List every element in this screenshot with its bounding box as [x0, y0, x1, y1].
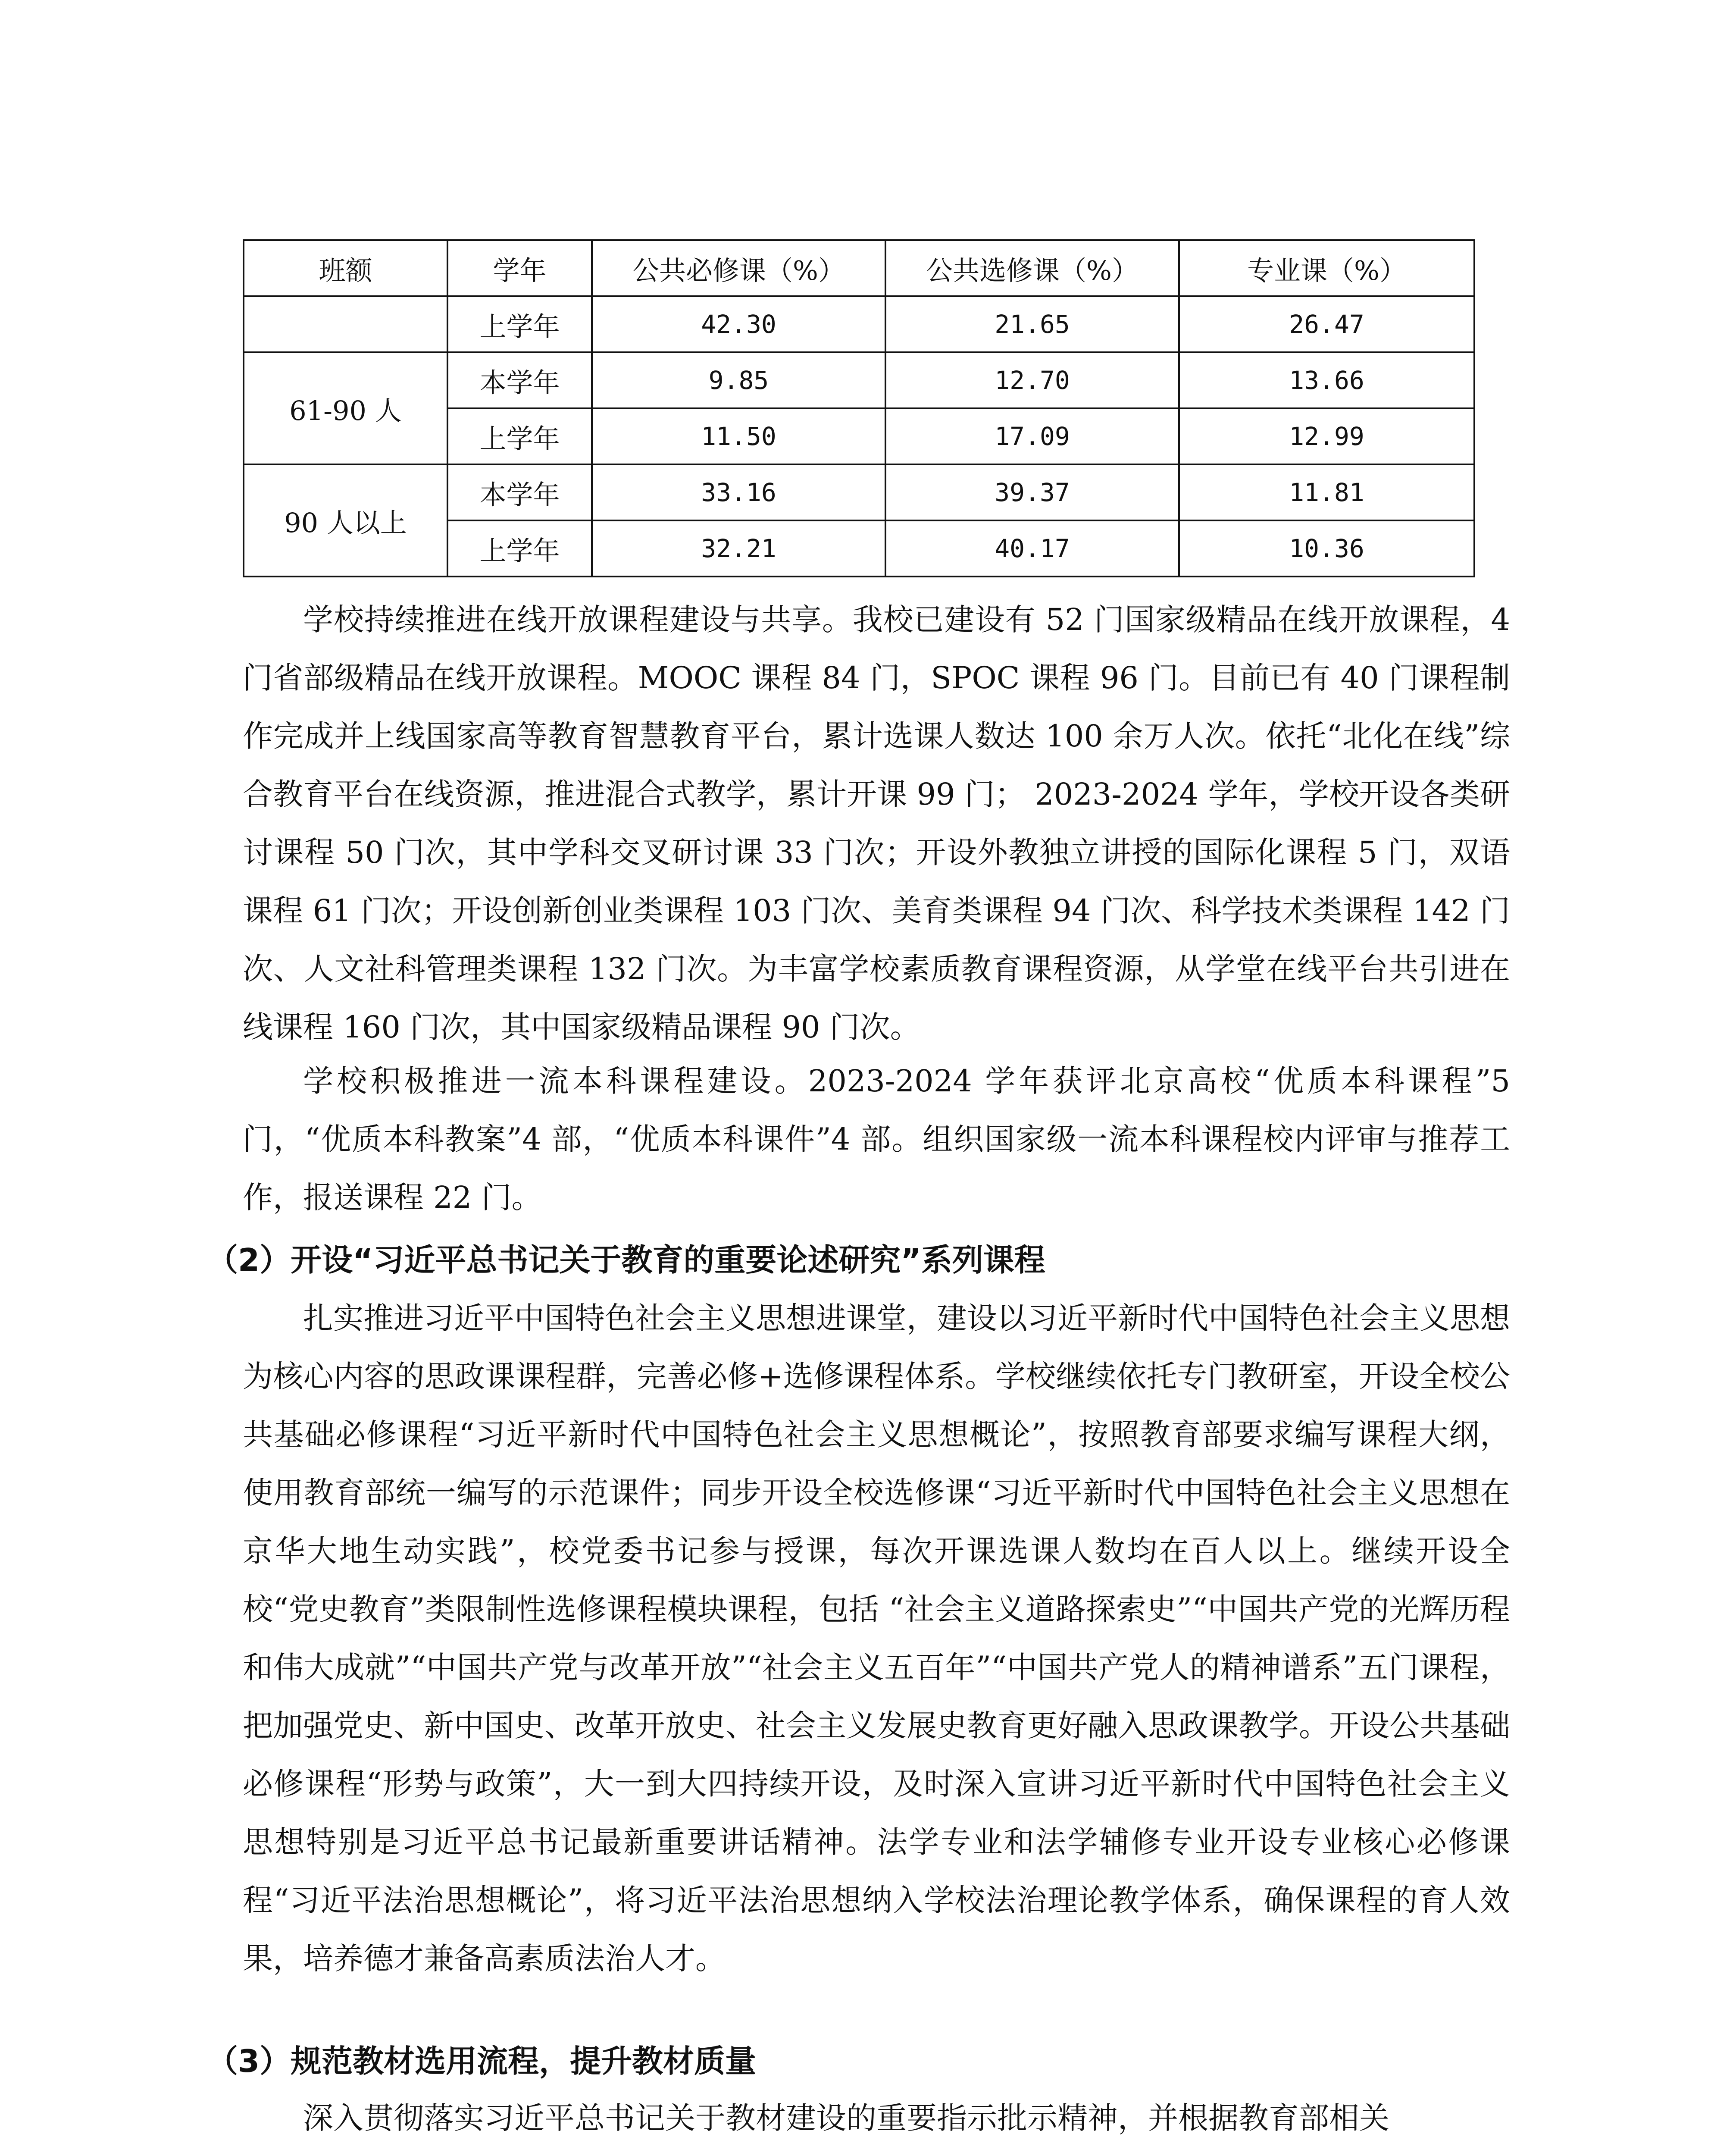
class-size-table — [243, 239, 1475, 577]
cell-required: 42.30 — [592, 296, 885, 352]
cell-group: 61-90 人 — [244, 352, 447, 464]
paragraph-ideology-courses: 扎实推进习近平中国特色社会主义思想进课堂，建设以习近平新时代中国特色社会主义思想为核心内容的思政课课程群，完善必修+选修课程体系。学校继续依托专门教研室，开设全校公共基础必修课程“习近平新时代中国特色社会主义思想概论”，按照教育部要求编写课程大纲，使用教育部统一编写的示范课件；同步开设全校选修课“习近平新时代中国特色社会主义思想在京华大地生动实践”，校党委书记参与授课，每次开课选课人数均在百人以上。继续开设全校“党史教育”类限制性选修课程模块课程，包括 “社会主义道路探索史”“中国共产党的光辉历程和伟大成就”“中国共产党与改革开放”“社会主义五百年”“中国共产党人的精神谱系”五门课程，把加强党史、新中国史、改革开放史、社会主义发展史教育更好融入思政课教学。开设公共基础必修课程“形势与政策”，大一到大四持续开设，及时深入宣讲习近平新时代中国特色社会主义思想特别是习近平总书记最新重要讲话精神。法学专业和法学辅修专业开设专业核心必修课程“习近平法治思想概论”，将习近平法治思想纳入学校法治理论教学体系，确保课程的育人效果，培养德才兼备高素质法治人才。 — [243, 1300, 1510, 1976]
cell-elective: 21.65 — [885, 296, 1179, 352]
cell-major: 13.66 — [1179, 352, 1474, 408]
paragraph-textbooks: 深入贯彻落实习近平总书记关于教材建设的重要指示批示精神，并根据教育部相关 — [303, 2100, 1389, 2136]
header-public-required: 公共必修课（%） — [592, 240, 885, 296]
header-public-elective: 公共选修课（%） — [885, 240, 1179, 296]
cell-year: 本学年 — [447, 352, 592, 408]
section-heading-3: （3）规范教材选用流程，提升教材质量 — [207, 2043, 757, 2079]
paragraph-online-courses: 学校持续推进在线开放课程建设与共享。我校已建设有 52 门国家级精品在线开放课程，4 门省部级精品在线开放课程。MOOC 课程 84 门，SPOC 课程 96 门。目前已有 40 门课程制作完成并上线国家高等教育智慧教育平台，累计选课人数达 100 余万人次。依托“北化在线”综合教育平台在线资源，推进混合式教学，累计开课 99 门； 2023-2024 学年，学校开设各类研讨课程 50 门次，其中学科交叉研讨课 33 门次；开设外教独立讲授的国际化课程 5 门，双语课程 61 门次；开设创新创业类课程 103 门次、美育类课程 94 门次、科学技术类课程 142 门次、人文社科管理类课程 132 门次。为丰富学校素质教育课程资源，从学堂在线平台共引进在线课程 160 门次，其中国家级精品课程 90 门次。 — [243, 602, 1510, 1045]
cell-major: 12.99 — [1179, 408, 1474, 464]
paragraph-first-class-courses: 学校积极推进一流本科课程建设。2023-2024 学年获评北京高校“优质本科课程”5 门，“优质本科教案”4 部，“优质本科课件”4 部。组织国家级一流本科课程校内评审与推荐工作，报送课程 22 门。 — [243, 1063, 1510, 1215]
cell-year: 上学年 — [447, 520, 592, 577]
cell-major: 26.47 — [1179, 296, 1474, 352]
cell-major: 11.81 — [1179, 464, 1474, 520]
cell-required: 9.85 — [592, 352, 885, 408]
cell-elective: 40.17 — [885, 520, 1179, 577]
cell-major: 10.36 — [1179, 520, 1474, 577]
cell-year: 上学年 — [447, 408, 592, 464]
table-header-row — [244, 240, 1474, 296]
cell-elective: 39.37 — [885, 464, 1179, 520]
header-class-size: 班额 — [244, 240, 447, 296]
cell-elective: 12.70 — [885, 352, 1179, 408]
table-row — [244, 352, 1474, 408]
cell-year: 本学年 — [447, 464, 592, 520]
table-row — [244, 296, 1474, 352]
cell-group — [244, 296, 447, 352]
cell-required: 11.50 — [592, 408, 885, 464]
table-row — [244, 464, 1474, 520]
cell-elective: 17.09 — [885, 408, 1179, 464]
cell-group: 90 人以上 — [244, 464, 447, 577]
section-heading-2: （2）开设“习近平总书记关于教育的重要论述研究”系列课程 — [207, 1242, 1045, 1278]
cell-required: 32.21 — [592, 520, 885, 577]
cell-required: 33.16 — [592, 464, 885, 520]
cell-year: 上学年 — [447, 296, 592, 352]
header-year: 学年 — [447, 240, 592, 296]
header-major: 专业课（%） — [1179, 240, 1474, 296]
